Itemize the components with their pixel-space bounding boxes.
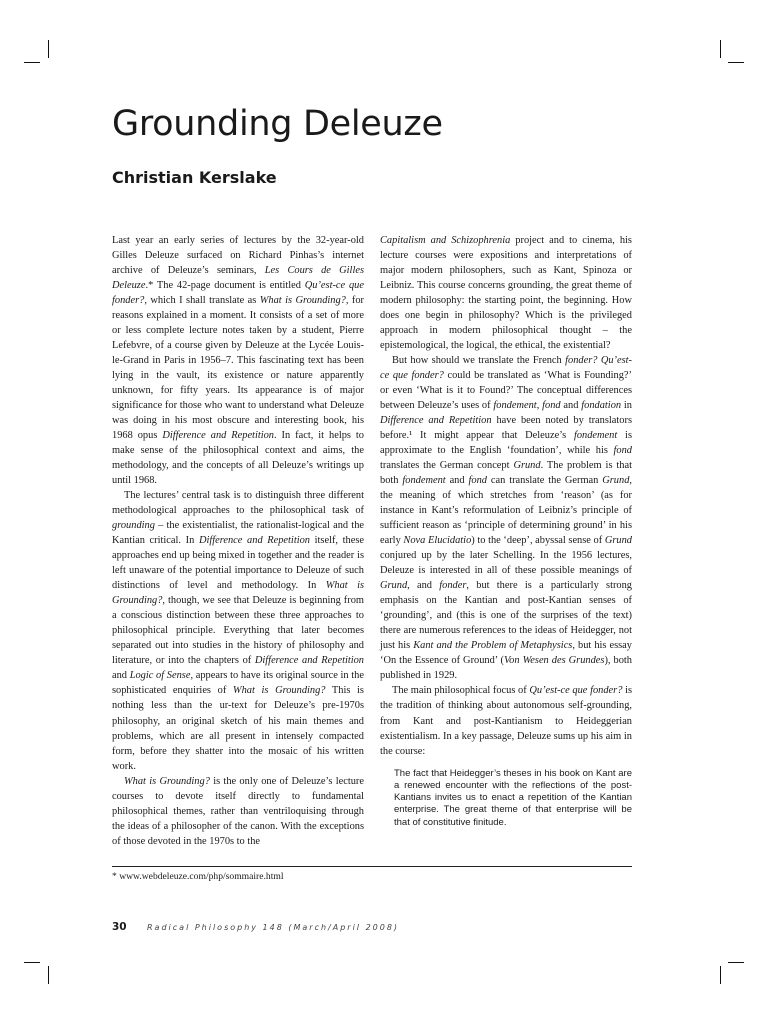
text-run: is the tradition of thinking about autonomous self-grounding, from Kant and post-Kantianism to Heideggerian existentialism. In a key passage, Deleuze sums up his aim in the course: bbox=[380, 685, 632, 757]
italic-text: Grund bbox=[513, 460, 541, 472]
italic-text: fondement bbox=[493, 400, 537, 412]
text-run: .* The 42-page document is entitled bbox=[145, 280, 305, 292]
italic-text: What is Grounding? bbox=[112, 580, 365, 607]
paragraph bbox=[380, 353, 632, 683]
text-run: could be translated as ‘What is Founding?’ or even ‘What is it to Found?’ The conceptual differences between Deleuze’s uses of bbox=[380, 370, 632, 412]
italic-text: Les Cours de Gilles Deleuze bbox=[112, 265, 364, 292]
italic-text: Grund bbox=[604, 535, 632, 547]
italic-text: Difference and Repetition bbox=[162, 430, 274, 442]
italic-text: What is Grounding? bbox=[232, 685, 326, 697]
italic-text: Qu’est-ce que fonder? bbox=[112, 280, 364, 307]
text-run: is the only one of Deleuze’s lecture courses to devote itself directly to fundamental philosophical themes, rather than ventriloquising through the ideas of a philosopher of the canon. With the exceptions of those devoted in the 1970s to the bbox=[112, 775, 364, 847]
footnote-divider bbox=[112, 866, 632, 867]
text-run: , which I shall translate as bbox=[144, 295, 260, 307]
crop-mark bbox=[728, 962, 744, 963]
italic-text: Grund bbox=[380, 580, 408, 592]
crop-mark bbox=[48, 966, 49, 984]
crop-mark bbox=[48, 40, 49, 58]
text-run: , appears to have its original source in the sophisticated enquiries of bbox=[112, 670, 364, 697]
italic-text: Von Wesen des Grundes bbox=[503, 655, 605, 667]
italic-text: fond bbox=[468, 475, 487, 487]
text-run: But how should we translate the French bbox=[392, 355, 566, 367]
italic-text: fondation bbox=[581, 400, 622, 412]
text-run: , for reasons explained in a moment. It consists of a set of more or less complete lecture notes taken by a student, Pierre Lefebvre, of a course given by Deleuze at the Lycée Louis-le-Grand in Paris in 1956–7. This fascinating text has been lying in the vault, its existence or nature apparently unknown, for fifty years. Its appearance is of major significance for those who want to understand what Deleuze was doing in his most obscure and interesting book, his 1968 opus bbox=[112, 295, 365, 442]
left-column bbox=[112, 233, 364, 849]
text-run: . In fact, it helps to make sense of the philosophical context and aims, the methodology, and the concepts of all Deleuze’s writings up until 1968. bbox=[112, 430, 364, 487]
italic-text: Capitalism and Schizophrenia bbox=[380, 235, 511, 246]
paragraph bbox=[112, 488, 364, 773]
text-run: , but his essay ‘On the Essence of Ground’ ( bbox=[380, 640, 632, 667]
text-run: and bbox=[560, 400, 582, 412]
text-run: and bbox=[112, 670, 130, 682]
text-run: , though, we see that Deleuze is beginning from a conscious distinction between these three approaches to philosophical principle. Everything that later becomes separated out into studies in the history of philosophy and literature, or into the chapters of bbox=[112, 595, 364, 667]
text-run: , bbox=[536, 400, 543, 412]
italic-text: Difference and Repetition bbox=[254, 655, 365, 667]
text-run: , the meaning of which stretches from ‘reason’ (as for instance in Kant’s reformulation of Leibniz’s principle of sufficient reason as ‘principle of determining ground’ in his early bbox=[380, 475, 632, 547]
text-run: . The problem is that both bbox=[380, 460, 632, 487]
crop-mark bbox=[720, 966, 721, 984]
text-run: ), both published in 1929. bbox=[380, 655, 632, 682]
article-author: Christian Kerslake bbox=[112, 168, 277, 187]
text-run: can translate the German bbox=[486, 475, 603, 487]
text-run: – the existentialist, the rationalist-logical and the Kantian critical. In bbox=[112, 520, 364, 547]
crop-mark bbox=[728, 62, 744, 63]
italic-text: fondement bbox=[402, 475, 446, 487]
italic-text: What is Grounding? bbox=[124, 775, 210, 787]
crop-mark bbox=[720, 40, 721, 58]
text-run: in bbox=[621, 400, 632, 412]
block-quote: The fact that Heidegger’s theses in his book on Kant are a renewed encounter with the reflections of the post-Kantians invites us to enact a repetition of the Kantian enterprise. The great theme of that enterprise will be that of constitutive finitude. bbox=[394, 767, 632, 828]
paragraph bbox=[112, 233, 364, 488]
italic-text: fond bbox=[542, 400, 561, 412]
right-column bbox=[380, 233, 632, 829]
text-run: , and bbox=[407, 580, 440, 592]
text-run: The main philosophical focus of bbox=[392, 685, 530, 697]
text-run: project and to cinema, his lecture courses were expositions and interpretations of major modern philosophers, such as Kant, Spinoza or Leibniz. This course concerns grounding, the great theme of modern philosophy: the starting point, the beginning. How does one begin in philosophy? Which is the privileged approach in modern philosophical thought – the epistemological, the logical, the ethical, the existential? bbox=[380, 235, 632, 352]
text-run: itself, these approaches end up being mixed in together and the reader is left unaware of the potential importance to Deleuze of such distinctions of level and methodology. In bbox=[112, 535, 365, 592]
text-run: and bbox=[445, 475, 469, 487]
text-run: This is nothing less than the ur-text for Deleuze’s pre-1970s philosophy, an original sketch of his main themes and problems, which are all present in intensely compacted form, before they shatter into the mosaic of his written work. bbox=[112, 685, 364, 772]
text-run: conjured up by the later Schelling. In the 1956 lectures, Deleuze is interested in all of these possible meanings of bbox=[380, 550, 632, 577]
text-run: translates the German concept bbox=[380, 460, 514, 472]
text-run: , but there is a particularly strong emphasis on the Kantian and post-Kantian senses of ‘grounding’, and (this is one of the surprises of the text) there are numerous references to the ideas of Heidegger, not just his bbox=[380, 580, 633, 652]
italic-text: fond bbox=[613, 445, 632, 457]
italic-text: Nova Elucidatio bbox=[403, 535, 472, 547]
text-run: is approximate to the English ‘foundation’, while his bbox=[380, 430, 632, 457]
italic-text: Grund bbox=[602, 475, 630, 487]
article-title: Grounding Deleuze bbox=[112, 104, 443, 144]
text-run: The lectures’ central task is to distinguish three different methodological approaches to the philosophical task of bbox=[112, 490, 364, 517]
italic-text: Difference and Repetition bbox=[198, 535, 310, 547]
crop-mark bbox=[24, 962, 40, 963]
paragraph bbox=[380, 683, 632, 758]
text-run: Last year an early series of lectures by the 32-year-old Gilles Deleuze surfaced on Richard Pinhas’s internet archive of Deleuze’s seminars, bbox=[112, 235, 364, 277]
paragraph bbox=[380, 233, 632, 353]
italic-text: grounding bbox=[112, 520, 155, 532]
italic-text: fonder? Qu’est-ce que fonder? bbox=[380, 355, 632, 382]
italic-text: Qu’est-ce que fonder? bbox=[529, 685, 623, 697]
italic-text: Logic of Sense bbox=[129, 670, 191, 682]
italic-text: fondement bbox=[573, 430, 618, 442]
italic-text: Difference and Repetition bbox=[380, 415, 492, 427]
journal-citation: Radical Philosophy 148 (March/April 2008) bbox=[147, 923, 400, 932]
paragraph bbox=[112, 774, 364, 849]
crop-mark bbox=[24, 62, 40, 63]
text-run: have been noted by translators before.¹ It might appear that Deleuze’s bbox=[380, 415, 632, 442]
italic-text: fonder bbox=[439, 580, 467, 592]
footnote: * www.webdeleuze.com/php/sommaire.html bbox=[112, 871, 284, 882]
text-run: ) to the ‘deep’, abyssal sense of bbox=[471, 535, 605, 547]
italic-text: What is Grounding? bbox=[259, 295, 346, 307]
italic-text: Kant and the Problem of Metaphysics bbox=[413, 640, 573, 652]
page-number: 30 bbox=[112, 921, 127, 933]
